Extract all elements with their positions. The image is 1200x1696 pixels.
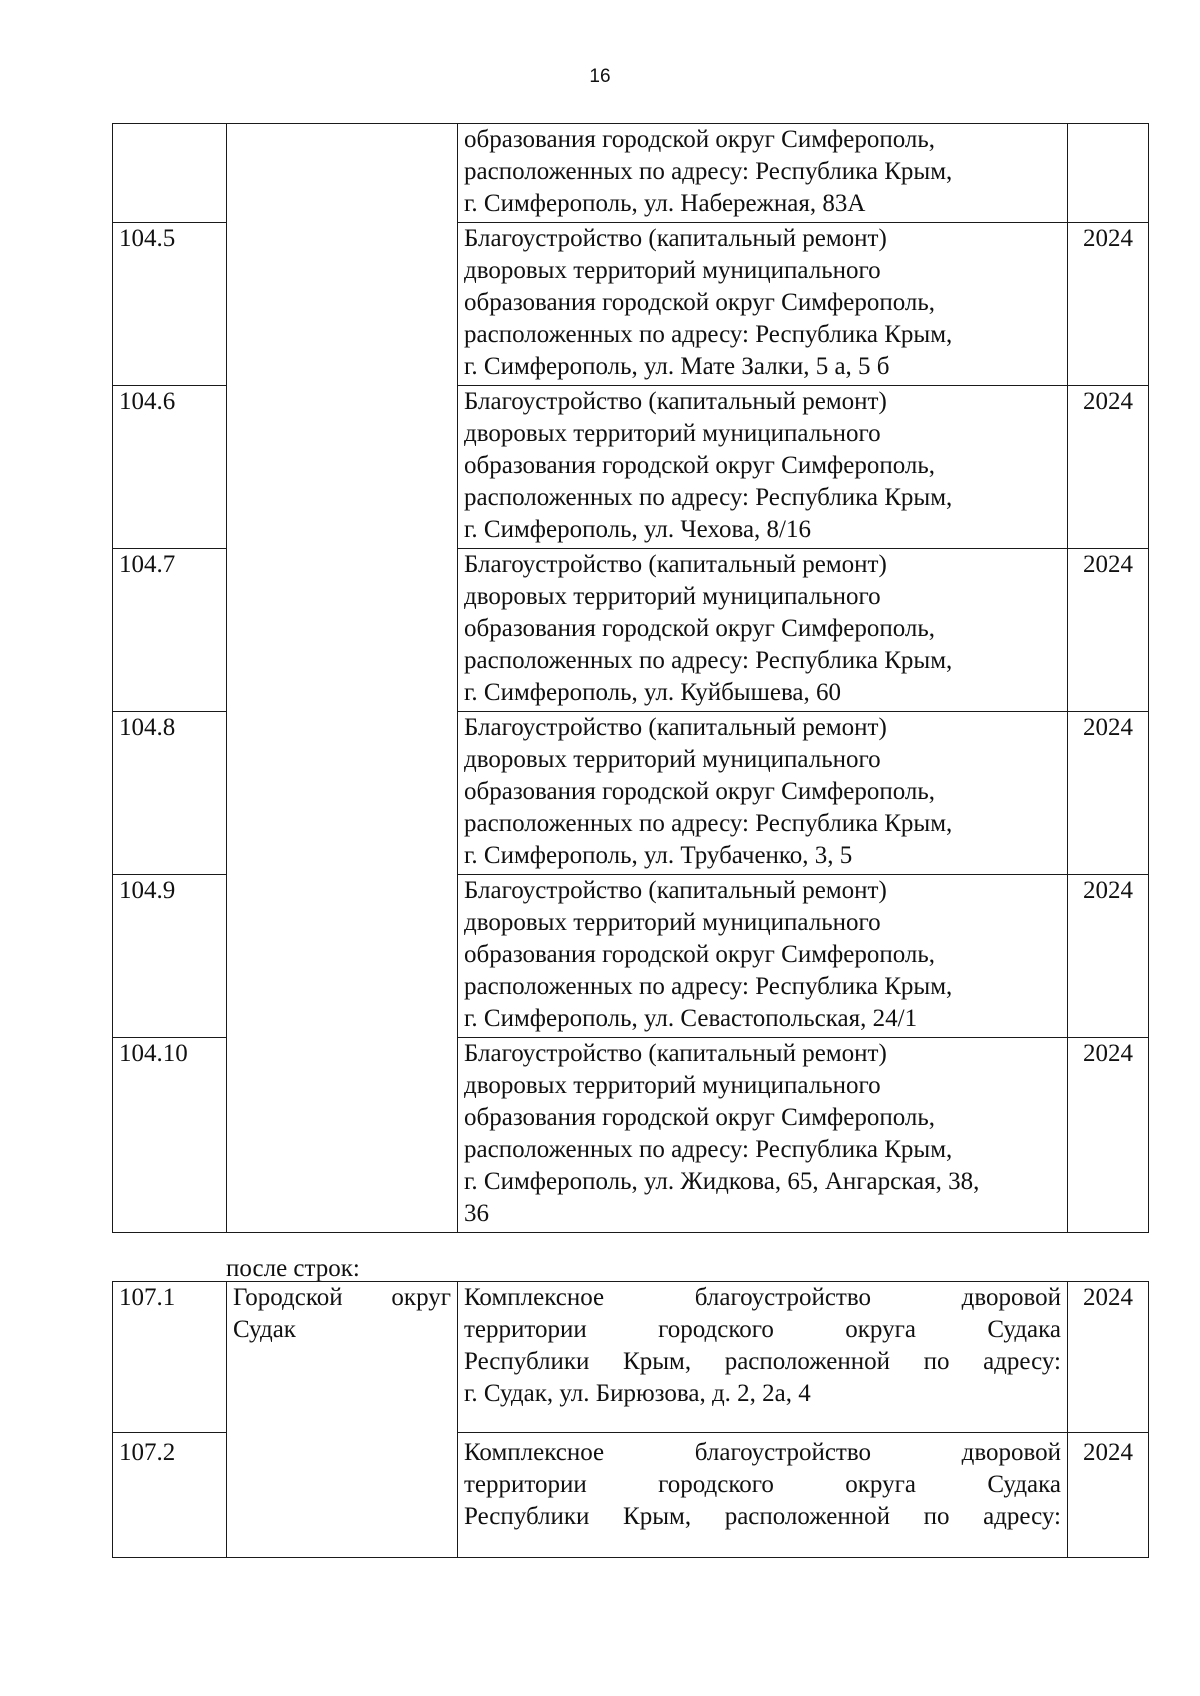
description-line: Благоустройство (капитальный ремонт)	[464, 551, 887, 578]
row-number: 107.2	[113, 1433, 227, 1558]
description-line: расположенных по адресу: Республика Крым,	[464, 321, 953, 348]
description-line: Благоустройство (капитальный ремонт)	[464, 1040, 887, 1067]
description-line: образования городской округ Симферополь,	[464, 941, 936, 968]
description-line: образования городской округ Симферополь,	[464, 126, 936, 153]
region-name-line: Судак	[233, 1316, 296, 1343]
description-line: Благоустройство (капитальный ремонт)	[464, 388, 887, 415]
after-rows-label: после строк:	[226, 1255, 360, 1282]
description-line: расположенных по адресу: Республика Крым,	[464, 647, 953, 674]
row-number: 104.6	[113, 386, 227, 549]
year-cell	[1068, 124, 1149, 223]
year: 2024	[1068, 1038, 1149, 1233]
description-line: дворовых территорий муниципального	[464, 583, 881, 610]
description-line: г. Симферополь, ул. Жидкова, 65, Ангарская, 38,	[464, 1168, 980, 1195]
description-cell	[458, 1282, 1068, 1433]
description-line: г. Симферополь, ул. Трубаченко, 3, 5	[464, 842, 853, 869]
row-number: 104.7	[113, 549, 227, 712]
region-cell	[227, 1282, 458, 1558]
row-number-cell	[113, 124, 227, 223]
description-cell	[458, 712, 1068, 875]
row-number: 104.10	[113, 1038, 227, 1233]
table-row	[113, 1282, 1149, 1433]
description-line: г. Симферополь, ул. Мате Залки, 5 а, 5 б	[464, 353, 890, 380]
description-line: г. Симферополь, ул. Куйбышева, 60	[464, 679, 842, 706]
description-line: дворовых территорий муниципального	[464, 909, 881, 936]
year: 2024	[1068, 1433, 1149, 1558]
row-number: 104.8	[113, 712, 227, 875]
description-line: образования городской округ Симферополь,	[464, 615, 936, 642]
description-cell	[458, 386, 1068, 549]
page-number: 16	[589, 66, 611, 87]
description-line: расположенных по адресу: Республика Крым,	[464, 158, 953, 185]
year: 2024	[1068, 386, 1149, 549]
description-line: образования городской округ Симферополь,	[464, 289, 936, 316]
description-line: г. Симферополь, ул. Набережная, 83А	[464, 190, 866, 217]
description-line: Благоустройство (капитальный ремонт)	[464, 877, 887, 904]
description-line: г. Судак, ул. Бирюзова, д. 2, 2а, 4	[464, 1380, 811, 1407]
description-line: расположенных по адресу: Республика Крым,	[464, 484, 953, 511]
description-line: расположенных по адресу: Республика Крым,	[464, 973, 953, 1000]
description-line: г. Симферополь, ул. Севастопольская, 24/1	[464, 1005, 918, 1032]
description-line: Благоустройство (капитальный ремонт)	[464, 225, 887, 252]
description-line: территории городского округа Судака	[464, 1316, 1061, 1343]
description-line: Комплексное благоустройство дворовой	[464, 1439, 1061, 1466]
description-line: образования городской округ Симферополь,	[464, 452, 936, 479]
objects-table-simferopol	[112, 123, 1149, 1233]
description-line: Благоустройство (капитальный ремонт)	[464, 714, 887, 741]
description-line: дворовых территорий муниципального	[464, 746, 881, 773]
table-row-continuation	[113, 124, 1149, 223]
region-name-line: Городской округ	[233, 1284, 451, 1311]
description-cell	[458, 875, 1068, 1038]
description-cell	[458, 1433, 1068, 1558]
description-cell	[458, 124, 1068, 223]
description-line: дворовых территорий муниципального	[464, 1072, 881, 1099]
description-line: расположенных по адресу: Республика Крым,	[464, 1136, 953, 1163]
row-number: 107.1	[113, 1282, 227, 1433]
row-number: 104.5	[113, 223, 227, 386]
region-cell	[227, 124, 458, 1233]
year: 2024	[1068, 712, 1149, 875]
objects-table-sudak	[112, 1281, 1149, 1558]
description-line: территории городского округа Судака	[464, 1471, 1061, 1498]
description-cell	[458, 223, 1068, 386]
year: 2024	[1068, 223, 1149, 386]
description-line: 36	[464, 1200, 489, 1227]
description-line: дворовых территорий муниципального	[464, 420, 881, 447]
description-line: дворовых территорий муниципального	[464, 257, 881, 284]
year: 2024	[1068, 549, 1149, 712]
row-number: 104.9	[113, 875, 227, 1038]
year: 2024	[1068, 875, 1149, 1038]
year: 2024	[1068, 1282, 1149, 1433]
description-cell	[458, 1038, 1068, 1233]
description-line: Комплексное благоустройство дворовой	[464, 1284, 1061, 1311]
description-line: образования городской округ Симферополь,	[464, 1104, 936, 1131]
description-line: г. Симферополь, ул. Чехова, 8/16	[464, 516, 811, 543]
description-line: расположенных по адресу: Республика Крым,	[464, 810, 953, 837]
description-line: Республики Крым, расположенной по адресу:	[464, 1348, 1061, 1375]
description-cell	[458, 549, 1068, 712]
description-line: образования городской округ Симферополь,	[464, 778, 936, 805]
description-line: Республики Крым, расположенной по адресу:	[464, 1503, 1061, 1530]
